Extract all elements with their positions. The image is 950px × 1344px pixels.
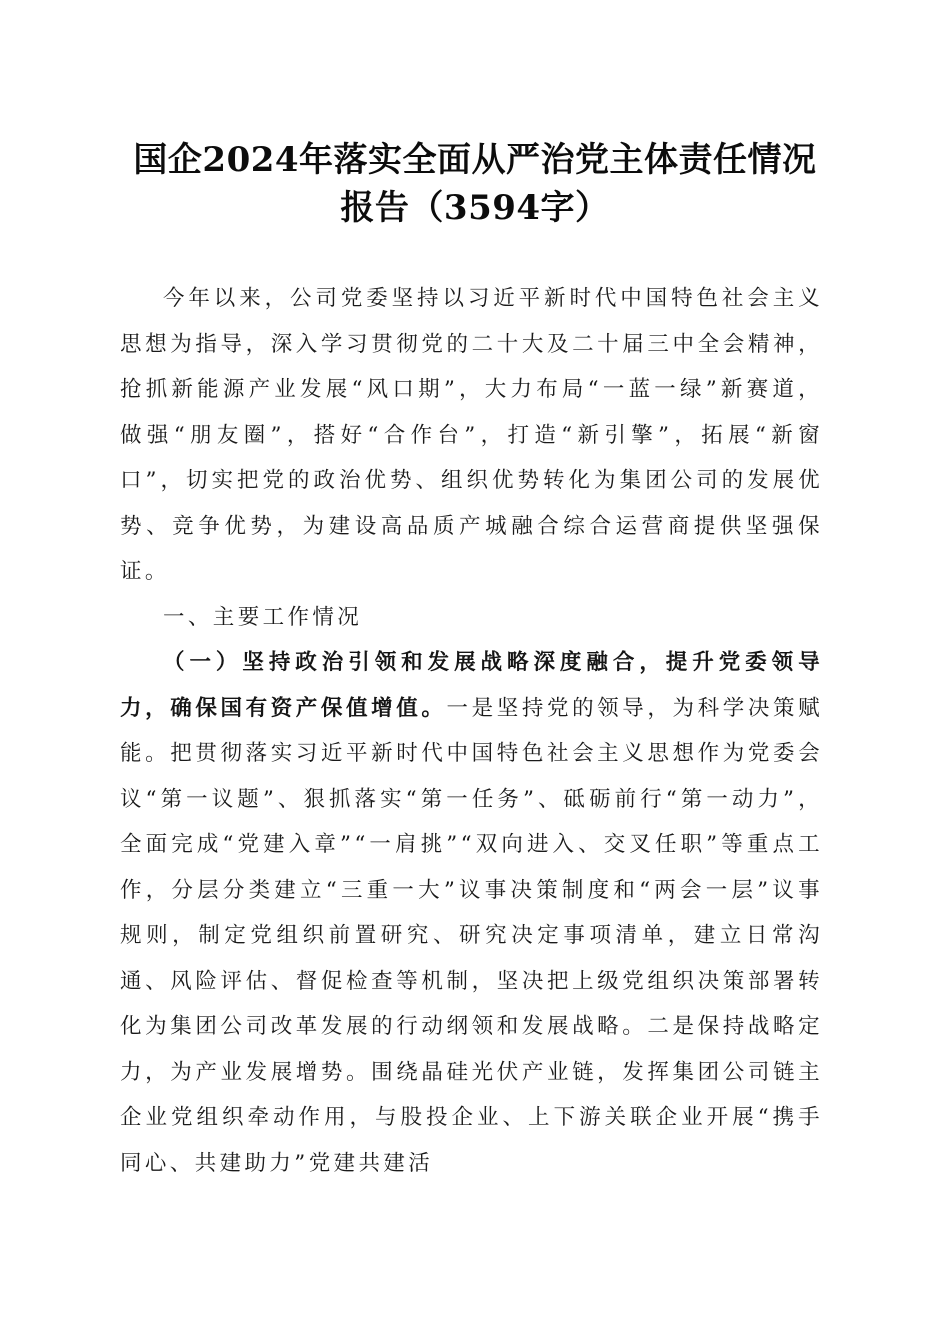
intro-paragraph: 今年以来，公司党委坚持以习近平新时代中国特色社会主义思想为指导，深入学习贯彻党的二十大及二十届三中全会精神，抢抓新能源产业发展“风口期”，大力布局“一蓝一绿”新赛道，做强“朋友圈”，搭好“合作台”，打造“新引擎”，拓展“新窗口”，切实把党的政治优势、组织优势转化为集团公司的发展优势、竞争优势，为建设高品质产城融合综合运营商提供坚强保证。: [120, 286, 823, 584]
subsection-1-lead: （一）坚持政治引领和发展战略深度融合，提升党委领导力，确保国有资产保值增值。: [120, 650, 823, 721]
document-title: [110, 136, 840, 232]
subsection-1-body: 一是坚持党的领导，为科学决策赋能。把贯彻落实习近平新时代中国特色社会主义思想作为党委会议“第一议题”、狠抓落实“第一任务”、砥砺前行“第一动力”，全面完成“党建入章”“一肩挑”“双向进入、交叉任职”等重点工作，分层分类建立“三重一大”议事决策制度和“两会一层”议事规则，制定党组织前置研究、研究决定事项清单，建立日常沟通、风险评估、督促检查等机制，坚决把上级党组织决策部署转化为集团公司改革发展的行动纲领和发展战略。二是保持战略定力，为产业发展增势。围绕晶硅光伏产业链，发挥集团公司链主企业党组织牵动作用，与股投企业、上下游关联企业开展“携手同心、共建助力”党建共建活: [120, 695, 823, 1176]
title-line-1: 国企2024年落实全面从严治党主体责任情况: [133, 140, 817, 180]
section-heading-main-work: 一、主要工作情况: [163, 604, 363, 630]
document-body: [120, 276, 823, 1186]
title-line-2: 报告（3594字）: [340, 188, 610, 228]
subsection-1-paragraph: [120, 640, 823, 1186]
